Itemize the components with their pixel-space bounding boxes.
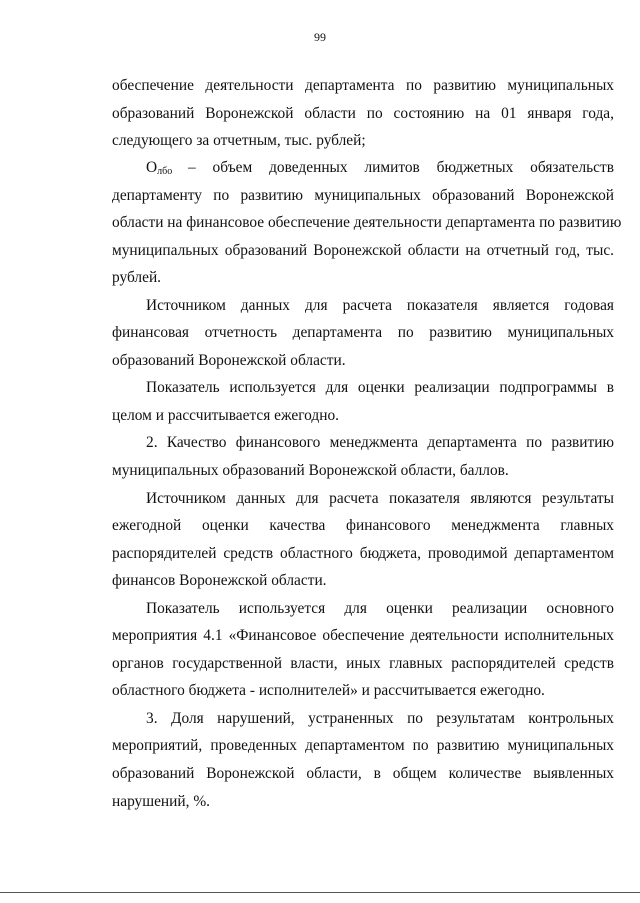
text-line: ежегодной оценки качества финансового менеджмента главных — [112, 517, 614, 534]
text-line: мероприятий, проведенных департаментом по развитию муниципальных — [112, 737, 614, 754]
text-line: целом и рассчитывается ежегодно. — [112, 407, 340, 424]
text-line: мероприятия 4.1 «Финансовое обеспечение деятельности исполнительных — [112, 627, 614, 644]
text-line: муниципальных образований Воронежской области на отчетный год, тыс. — [112, 242, 614, 259]
footer-rule — [0, 892, 640, 893]
text-line: Показатель используется для оценки реализации подпрограммы в — [146, 379, 614, 396]
text-line: распорядителей средств областного бюджета, проводимой департаментом — [112, 545, 614, 562]
text-line: Источником данных для расчета показателя является годовая — [146, 297, 614, 314]
text-line: муниципальных образований Воронежской области, баллов. — [112, 462, 509, 479]
text-line: Источником данных для расчета показателя являются результаты — [146, 490, 614, 507]
text-line: образований Воронежской области. — [112, 352, 346, 369]
text-line: нарушений, %. — [112, 793, 211, 810]
text-line: органов государственной власти, иных главных распорядителей средств — [112, 655, 614, 672]
text-line: обеспечение деятельности департамента по развитию муниципальных — [112, 77, 614, 94]
text-line: области на финансовое обеспечение деятельности департамента по развитию — [112, 214, 622, 231]
text-line: образований Воронежской области, в общем количестве выявленных — [112, 765, 614, 782]
text-line: Показатель используется для оценки реализации основного — [146, 600, 614, 617]
symbol-base: О — [146, 159, 158, 176]
page-number: 99 — [314, 30, 326, 44]
text-line: 3. Доля нарушений, устраненных по результатам контрольных — [146, 710, 614, 727]
symbol-subscript: лбо — [157, 166, 173, 177]
text-line: финансовая отчетность департамента по развитию муниципальных — [112, 324, 614, 341]
formula-symbol — [146, 159, 186, 177]
text-line: следующего за отчетным, тыс. рублей; — [112, 132, 366, 149]
text-line: 2. Качество финансового менеджмента департамента по развитию — [146, 434, 614, 451]
text-line: рублей. — [112, 269, 162, 286]
text-line: департаменту по развитию муниципальных образований Воронежской — [112, 187, 614, 204]
text-line: финансов Воронежской области. — [112, 572, 327, 589]
text-line: образований Воронежской области по состоянию на 01 января года, — [112, 105, 614, 122]
text-line: – объем доведенных лимитов бюджетных обязательств — [188, 159, 614, 176]
text-line: областного бюджета - исполнителей» и рассчитывается ежегодно. — [112, 682, 545, 699]
